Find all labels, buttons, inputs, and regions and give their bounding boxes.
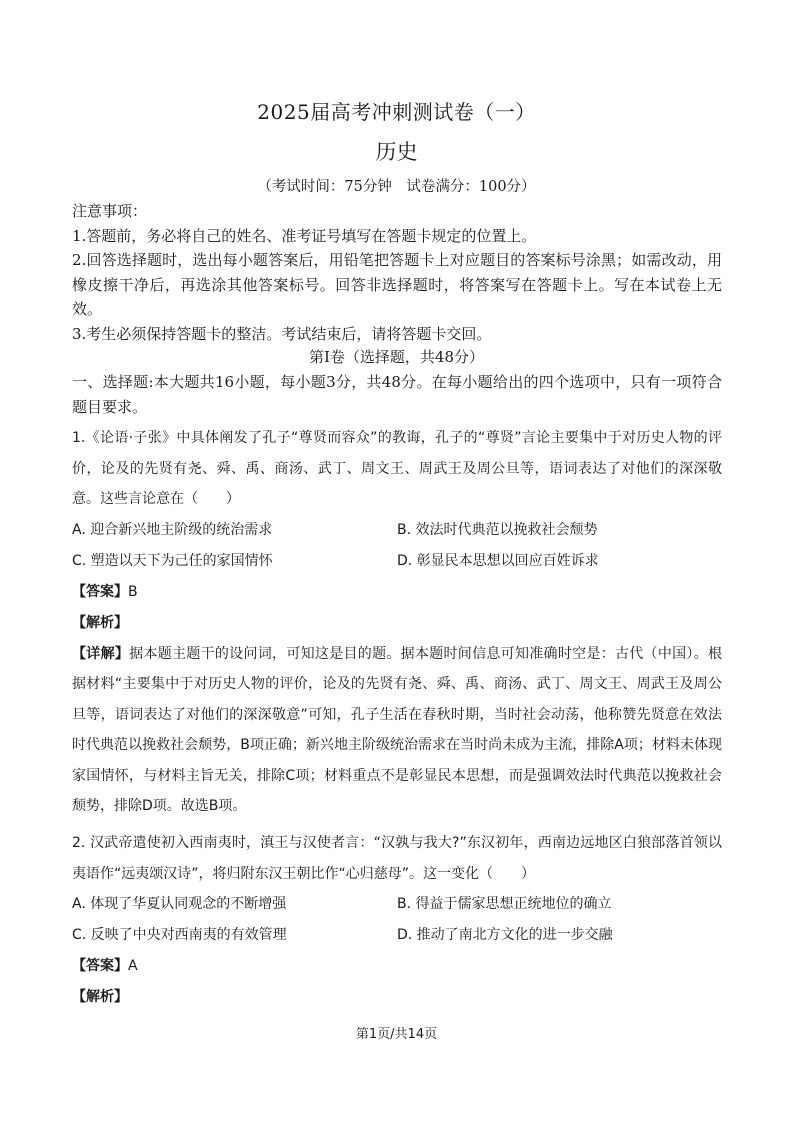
exam-info: （考试时间：75分钟 试卷满分：100分） [257, 179, 536, 195]
section-title: 第Ⅰ卷（选择题，共48分） [308, 348, 484, 366]
note-item-1: 1.答题前，务必将自己的姓名、准考证号填写在答题卡规定的位置上。 [72, 226, 537, 245]
option-b: B. 得益于儒家思想正统地位的确立 [397, 896, 612, 912]
question-2 [72, 828, 722, 1013]
note-item-2: 2.回答选择题时，选出每小题答案后，用铅笔把答题卡上对应题目的答案标号涂黑；如需改动，用橡皮擦干净后，再选涂其他答案标号。回答非选择题时，将答案写在答题卡上。写在本试卷上无效。 [72, 251, 722, 318]
option-a: A. 体现了华夏认同观念的不断增强 [72, 896, 287, 912]
detail-label: 【详解】 [72, 645, 130, 662]
section-instruction: 一、选择题:本大题共16小题，每小题3分，共48分。在每小题给出的四个选项中，只有一项符合题目要求。 [72, 373, 722, 416]
analysis-line [72, 982, 722, 1013]
answer-label: 【答案】 [72, 958, 128, 974]
answer-value: B [128, 583, 138, 600]
page-footer: 第1页/共14页 [355, 1027, 438, 1042]
analysis-label: 【解析】 [72, 614, 128, 631]
notes-section [72, 199, 722, 346]
analysis-label: 【解析】 [72, 989, 128, 1005]
analysis-line [72, 608, 722, 639]
note-item-3: 3.考生必须保持答题卡的整洁。考试结束后，请将答题卡交回。 [72, 324, 492, 343]
answer-line [72, 951, 722, 982]
option-d: D. 彰显民本思想以回应百姓诉求 [397, 552, 599, 569]
question-stem: 2. 汉武帝遣使初入西南夷时，滇王与汉使者言：“汉孰与我大?”东汉初年，西南边远地区白狼部落首领以夷语作“远夷颂汉诗”，将归附东汉王朝比作“心归慈母”。这一变化（ ） [72, 835, 722, 882]
question-1 [72, 423, 722, 822]
option-a: A. 迎合新兴地主阶级的统治需求 [72, 521, 273, 538]
option-list [72, 889, 722, 951]
detail-text: 据本题主题干的设问词，可知这是目的题。据本题时间信息可知准确时空是：古代（中国）。根据材料“主要集中于对历史人物的评价，论及的先贤有尧、舜、禹、商汤、武丁、周文王、周武王及周公旦等，语词表达了对他们的深深敬意”可知，孔子生活在春秋时期，当时社会动荡，他称赞先贤意在效法时代典范以挽救社会颓势，B项正确；新兴地主阶级统治需求在当时尚未成为主流，排除A项；材料未体现家国情怀，与材料主旨无关，排除C项；材料重点不是彰显民本思想，而是强调效法时代典范以挽救社会颓势，排除D项。故选B项。 [72, 645, 722, 814]
option-c: C. 反映了中央对西南夷的有效管理 [72, 927, 287, 943]
notes-heading: 注意事项： [72, 202, 148, 220]
answer-value: A [128, 958, 138, 974]
question-stem: 1.《论语·子张》中具体阐发了孔子“尊贤而容众”的教诲，孔子的“尊贤”言论主要集中于对历史人物的评价，论及的先贤有尧、舜、禹、商汤、武丁、周文王、周武王及周公旦等，语词表达了对他们的深深敬意。这些言论意在（ ） [72, 430, 722, 507]
option-c: C. 塑造以天下为己任的家国情怀 [72, 552, 273, 569]
option-b: B. 效法时代典范以挽救社会颓势 [397, 521, 598, 538]
exam-title: 2025届高考冲刺测试卷（一） [257, 100, 536, 124]
answer-line [72, 577, 722, 608]
detail-paragraph [72, 639, 722, 822]
answer-label: 【答案】 [72, 583, 128, 600]
option-list [72, 515, 722, 577]
option-d: D. 推动了南北方文化的进一步交融 [397, 927, 613, 943]
subject-title: 历史 [375, 140, 418, 164]
